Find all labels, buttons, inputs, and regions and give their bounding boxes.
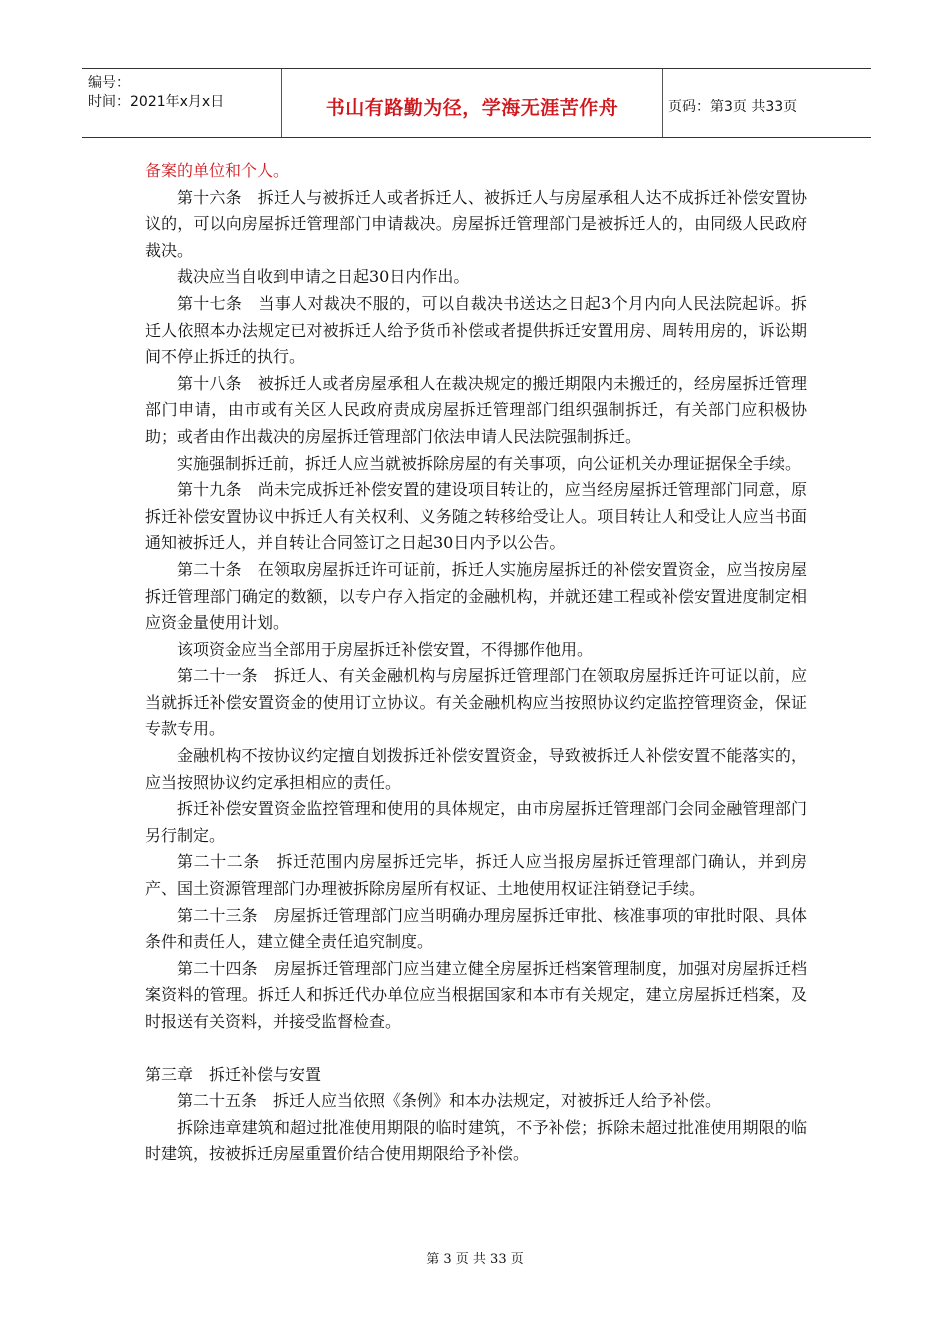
- header-meta-cell: [82, 69, 282, 137]
- chapter-heading: 第三章 拆迁补偿与安置: [145, 1064, 322, 1084]
- paragraph: 裁决应当自收到申请之日起30日内作出。: [177, 267, 470, 287]
- paragraph: 拆迁补偿安置资金监控管理和使用的具体规定，由市房屋拆迁管理部门会同金融管理部门另行制定。: [145, 799, 807, 845]
- article-18: 第十八条 被拆迁人或者房屋承租人在裁决规定的搬迁期限内未搬迁的，经房屋拆迁管理部门申请，由市或有关区人民政府责成房屋拆迁管理部门组织强制拆迁，有关部门应积极协助；或者由作出裁决的房屋拆迁管理部门依法申请人民法院强制拆迁。: [145, 373, 807, 446]
- article-16: 第十六条 拆迁人与被拆迁人或者拆迁人、被拆迁人与房屋承租人达不成拆迁补偿安置协议的，可以向房屋拆迁管理部门申请裁决。房屋拆迁管理部门是被拆迁人的，由同级人民政府裁决。: [145, 187, 807, 260]
- paragraph: 该项资金应当全部用于房屋拆迁补偿安置，不得挪作他用。: [177, 639, 594, 659]
- document-number-label: 编号：: [88, 75, 130, 91]
- page-footer: 第 3 页 共 33 页: [426, 1252, 524, 1267]
- article-17: 第十七条 当事人对裁决不服的，可以自裁决书送达之日起3个月内向人民法院起诉。拆迁人依照本办法规定已对被拆迁人给予货币补偿或者提供拆迁安置用房、周转用房的，诉讼期间不停止拆迁的执行。: [145, 293, 807, 367]
- document-time-label: 时间：2021年x月x日: [88, 94, 225, 110]
- article-19: 第十九条 尚未完成拆迁补偿安置的建设项目转让的，应当经房屋拆迁管理部门同意，原拆迁补偿安置协议中拆迁人有关权利、义务随之转移给受让人。项目转让人和受让人应当书面通知被拆迁人，并自转让合同签订之日起30日内予以公告。: [145, 480, 807, 553]
- document-body: [145, 158, 807, 1168]
- paragraph-continuation: 备案的单位和个人。: [145, 161, 290, 180]
- header-page-cell: [663, 69, 871, 137]
- article-20: 第二十条 在领取房屋拆迁许可证前，拆迁人实施房屋拆迁的补偿安置资金，应当按房屋拆迁管理部门确定的数额，以专户存入指定的金融机构，并就还建工程或补偿安置进度制定相应资金量使用计划。: [145, 559, 807, 633]
- page-header: [82, 68, 871, 138]
- article-21: 第二十一条 拆迁人、有关金融机构与房屋拆迁管理部门在领取房屋拆迁许可证以前，应当就拆迁补偿安置资金的使用订立协议。有关金融机构应当按照协议约定监控管理资金，保证专款专用。: [145, 666, 807, 739]
- paragraph: 拆除违章建筑和超过批准使用期限的临时建筑，不予补偿；拆除未超过批准使用期限的临时建筑，按被拆迁房屋重置价结合使用期限给予补偿。: [145, 1117, 807, 1164]
- paragraph: 金融机构不按协议约定擅自划拨拆迁补偿安置资金，导致被拆迁人补偿安置不能落实的，应当按照协议约定承担相应的责任。: [145, 746, 807, 792]
- paragraph: 实施强制拆迁前，拆迁人应当就被拆除房屋的有关事项，向公证机关办理证据保全手续。: [177, 453, 802, 473]
- header-page-number: 页码：第3页 共33页: [668, 99, 798, 115]
- article-25: 第二十五条 拆迁人应当依照《条例》和本办法规定，对被拆迁人给予补偿。: [177, 1091, 722, 1111]
- article-23: 第二十三条 房屋拆迁管理部门应当明确办理房屋拆迁审批、核准事项的审批时限、具体条件和责任人，建立健全责任追究制度。: [145, 905, 807, 952]
- header-motto: 书山有路勤为径，学海无涯苦作舟: [325, 97, 619, 119]
- header-motto-cell: [282, 69, 663, 137]
- article-24: 第二十四条 房屋拆迁管理部门应当建立健全房屋拆迁档案管理制度，加强对房屋拆迁档案资料的管理。拆迁人和拆迁代办单位应当根据国家和本市有关规定，建立房屋拆迁档案，及时报送有关资料，并接受监督检查。: [145, 958, 807, 1031]
- article-22: 第二十二条 拆迁范围内房屋拆迁完毕，拆迁人应当报房屋拆迁管理部门确认，并到房产、国土资源管理部门办理被拆除房屋所有权证、土地使用权证注销登记手续。: [145, 852, 807, 899]
